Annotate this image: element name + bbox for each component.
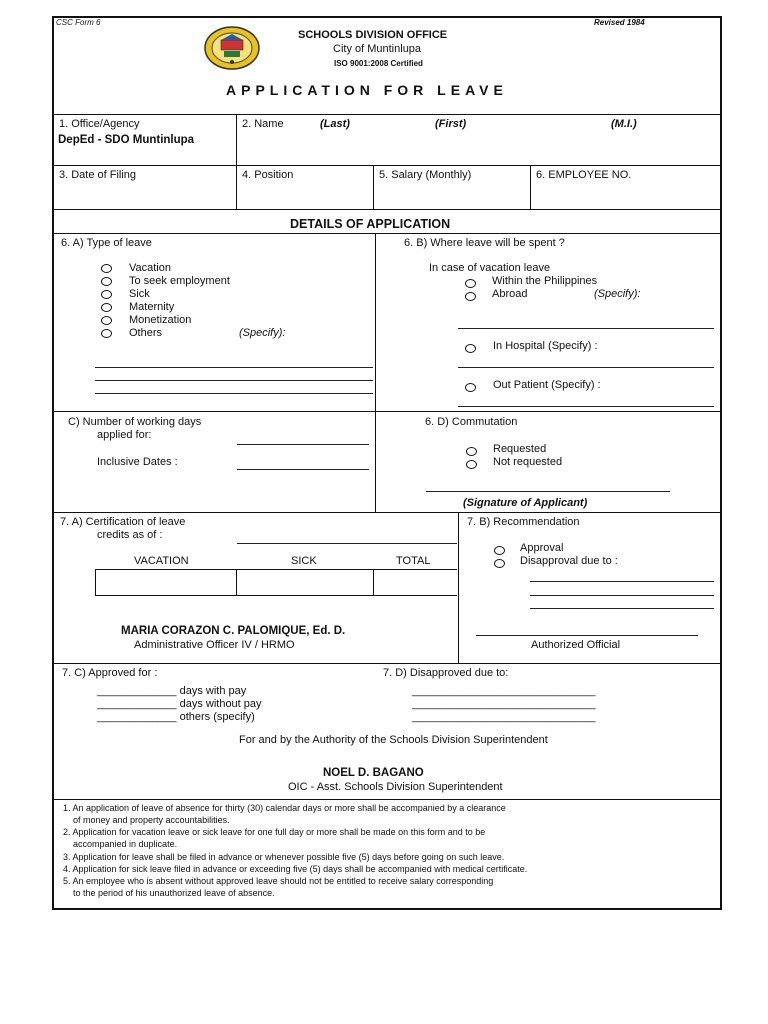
credits-as-of-label: credits as of :	[97, 529, 163, 541]
credits-table-bottom	[95, 595, 457, 596]
disapproval-reason-line[interactable]	[530, 595, 714, 596]
maternity-radio[interactable]	[101, 303, 112, 312]
hrmo-title: Administrative Officer IV / HRMO	[134, 639, 295, 651]
name-label: 2. Name	[242, 118, 284, 130]
abroad-specify-line[interactable]	[458, 328, 714, 329]
vacation-case-label: In case of vacation leave	[429, 262, 551, 274]
signatory-name: NOEL D. BAGANO	[323, 767, 424, 779]
divider	[52, 233, 722, 234]
others-specify-line[interactable]: _____________ others (specify)	[97, 711, 255, 723]
requested-radio[interactable]	[466, 447, 477, 456]
total-column-header: TOTAL	[396, 555, 431, 567]
disapproval-reason-line[interactable]	[530, 581, 714, 582]
outpatient-specify-line[interactable]	[458, 406, 714, 407]
in-hospital-option: In Hospital (Specify) :	[493, 340, 598, 352]
divider	[373, 165, 374, 209]
details-title: DETAILS OF APPLICATION	[290, 217, 451, 231]
note-line: 3. Application for leave shall be filed in advance or whenever possible five (5) days before going on such leave.	[63, 852, 505, 862]
disapproval-option: Disapproval due to :	[520, 555, 618, 567]
abroad-radio[interactable]	[465, 292, 476, 301]
vacation-radio[interactable]	[101, 264, 112, 273]
others-option: Others	[129, 327, 163, 339]
where-spent-label: 6. B) Where leave will be spent ?	[404, 237, 565, 249]
days-without-pay-line[interactable]: _____________ days without pay	[97, 698, 262, 710]
sick-option: Sick	[129, 288, 150, 300]
divider	[236, 165, 237, 209]
seek-employment-option: To seek employment	[129, 275, 230, 287]
disapproved-reason-line[interactable]: ______________________________	[412, 698, 596, 710]
divider	[530, 165, 531, 209]
credits-as-of-line[interactable]	[237, 543, 457, 544]
employee-no-label: 6. EMPLOYEE NO.	[536, 169, 632, 181]
office-agency-value[interactable]: DepEd - SDO Muntinlupa	[58, 134, 195, 146]
authority-statement: For and by the Authority of the Schools Division Superintendent	[239, 734, 548, 746]
note-line: accompanied in duplicate.	[63, 839, 178, 849]
authorized-official-line[interactable]	[476, 635, 698, 636]
position-label: 4. Position	[242, 169, 294, 181]
hospital-specify-line[interactable]	[458, 367, 714, 368]
recommendation-label: 7. B) Recommendation	[467, 516, 580, 528]
seek-employment-radio[interactable]	[101, 277, 112, 286]
days-with-pay-line[interactable]: _____________ days with pay	[97, 685, 247, 697]
out-patient-radio[interactable]	[465, 383, 476, 392]
note-line: to the period of his unauthorized leave of absence.	[63, 888, 275, 898]
within-philippines-radio[interactable]	[465, 279, 476, 288]
inclusive-dates-label: Inclusive Dates :	[97, 456, 178, 468]
sick-column-header: SICK	[291, 555, 317, 567]
monetization-option: Monetization	[129, 314, 192, 326]
note-line: 5. An employee who is absent without approved leave should not be entitled to receive salary corresponding	[63, 876, 494, 886]
approval-radio[interactable]	[494, 546, 505, 555]
divider	[52, 209, 722, 210]
inclusive-dates-line[interactable]	[237, 469, 369, 470]
not-requested-radio[interactable]	[466, 460, 477, 469]
divider	[458, 512, 459, 663]
vacation-column-header: VACATION	[134, 555, 189, 567]
revised-date: Revised 1984	[594, 18, 645, 27]
specify-line[interactable]	[95, 393, 373, 394]
monetization-radio[interactable]	[101, 316, 112, 325]
applied-for-label: applied for:	[97, 429, 152, 441]
abroad-option: Abroad	[492, 288, 528, 300]
authorized-official-label: Authorized Official	[531, 639, 621, 651]
out-patient-option: Out Patient (Specify) :	[493, 379, 601, 391]
note-line: 4. Application for sick leave filed in advance or exceeding five (5) days shall be accompanied with medical certificate.	[63, 864, 528, 874]
divider	[375, 233, 376, 512]
approval-option: Approval	[520, 542, 564, 554]
divider	[373, 569, 374, 595]
specify-line[interactable]	[95, 367, 373, 368]
sick-radio[interactable]	[101, 290, 112, 299]
divider	[236, 114, 237, 165]
last-name-label: (Last)	[320, 118, 350, 130]
credits-table-top	[95, 569, 457, 570]
maternity-option: Maternity	[129, 301, 175, 313]
disapproval-reason-line[interactable]	[530, 608, 714, 609]
disapproved-reason-line[interactable]: ______________________________	[412, 685, 596, 697]
office-name: SCHOOLS DIVISION OFFICE	[298, 29, 448, 41]
disapproved-reason-line[interactable]: ______________________________	[412, 711, 596, 723]
in-hospital-radio[interactable]	[465, 344, 476, 353]
specify-line[interactable]	[95, 380, 373, 381]
requested-option: Requested	[493, 443, 547, 455]
certification-label: 7. A) Certification of leave	[60, 516, 186, 528]
type-of-leave-label: 6. A) Type of leave	[61, 237, 152, 249]
date-of-filing-label: 3. Date of Filing	[59, 169, 137, 181]
applied-for-line[interactable]	[237, 444, 369, 445]
middle-initial-label: (M.I.)	[611, 118, 637, 130]
commutation-label: 6. D) Commutation	[425, 416, 518, 428]
note-line: 2. Application for vacation leave or sick leave for one full day or more shall be made on this form and to be	[63, 827, 486, 837]
disapproved-label: 7. D) Disapproved due to:	[383, 667, 509, 679]
specify-label: (Specify):	[239, 327, 286, 339]
divider	[95, 569, 96, 595]
note-line: 1. An application of leave of absence for thirty (30) calendar days or more shall be accompanied by a clearance	[63, 803, 506, 813]
note-line: of money and property accountabilities.	[63, 815, 230, 825]
divider	[52, 799, 722, 800]
divider	[52, 663, 722, 664]
divider	[52, 411, 722, 412]
divider	[52, 114, 722, 115]
office-city: City of Muntinlupa	[333, 43, 422, 55]
working-days-label: C) Number of working days	[68, 416, 202, 428]
divider	[52, 165, 722, 166]
hrmo-name: MARIA CORAZON C. PALOMIQUE, Ed. D.	[121, 625, 346, 637]
signature-of-applicant-label: (Signature of Applicant)	[463, 497, 588, 509]
signature-line[interactable]	[426, 491, 670, 492]
divider	[52, 512, 722, 513]
abroad-specify-label: (Specify):	[594, 288, 641, 300]
vacation-option: Vacation	[129, 262, 171, 274]
approved-for-label: 7. C) Approved for :	[62, 667, 158, 679]
office-agency-label: 1. Office/Agency	[59, 118, 140, 130]
iso-certification: ISO 9001:2008 Certified	[334, 59, 423, 68]
deped-seal-icon	[203, 26, 261, 70]
divider	[236, 569, 237, 595]
disapproval-radio[interactable]	[494, 559, 505, 568]
salary-label: 5. Salary (Monthly)	[379, 169, 472, 181]
form-title: APPLICATION FOR LEAVE	[226, 82, 508, 98]
form-code: CSC Form 6	[56, 18, 101, 27]
within-philippines-option: Within the Philippines	[492, 275, 598, 287]
others-radio[interactable]	[101, 329, 112, 338]
signatory-title: OIC - Asst. Schools Division Superintendent	[288, 781, 503, 793]
first-name-label: (First)	[435, 118, 467, 130]
not-requested-option: Not requested	[493, 456, 563, 468]
